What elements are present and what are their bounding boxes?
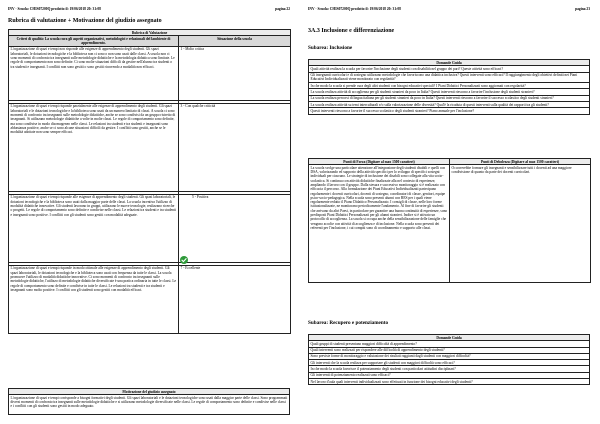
section-title: 3A.3 Inclusione e differenziazione bbox=[308, 28, 395, 34]
guide-questions-title: Domande Guida bbox=[309, 335, 590, 341]
guide-question: In che modo la scuola favorisce il potenziamento degli studenti con particolari attitudini disciplinari? bbox=[309, 366, 590, 372]
guide-questions-table bbox=[308, 59, 590, 115]
right-page bbox=[300, 0, 600, 424]
page-number: pagina 22 bbox=[275, 7, 290, 11]
guide-question: La scuola realizza attività di accoglienza per gli studenti stranieri da poco in Italia? Questi interventi riescono a favorire l'inclusione degli studenti stranieri? bbox=[309, 89, 590, 95]
rubric-row-description: L'organizzazione di spazi e tempi non risponde alle esigenze di apprendimento degli studenti. Gli spazi laboratoriali, le dotazioni tecnologiche e la biblioteca non ci sono o non sono usati dalle classi. A scuola non ci sono momenti di confronto tra insegnanti sulle metodologie didattiche e la metodologia didattica sono limitate. Le regole di comportamento non sono definite. Ci sono molte situazioni difficili da gestire nell'alunno tra studenti o tra studenti e insegnanti. I conflitti non sono gestiti o sono gestiti ricorrendo a modalità non efficaci. bbox=[9, 46, 179, 100]
section-title: Rubrica di valutazione + Motivazione del giudizio assegnato bbox=[8, 18, 162, 24]
guide-questions-title: Domande Guida bbox=[309, 60, 590, 66]
rubric-table-title: Rubrica di Valutazione bbox=[9, 30, 291, 36]
rubric-row-level: 1 - Molto critica bbox=[179, 46, 291, 100]
guide-question: Gli interventi che la scuola realizza per supportare gli studenti con maggiori difficoltà sono efficaci? bbox=[309, 360, 590, 366]
school-situation-header: Situazione della scuola bbox=[179, 36, 291, 47]
rubric-row-level: 7 - Eccellente bbox=[179, 265, 291, 333]
header-text: INV - Scuola: CHIS07200Q prodotto il: 19/06/2018 20: 31:08 bbox=[8, 7, 101, 11]
header-text: INV - Scuola: CHIS07200Q prodotto il: 19/06/2018 20: 31:08 bbox=[308, 7, 401, 11]
guide-question: Quali attività realizza la scuola per favorire l'inclusione degli studenti con disabilità nel gruppo dei pari? Queste attività sono efficaci? bbox=[309, 66, 590, 72]
guide-question: Sono previste forme di monitoraggio e valutazione dei risultati raggiunti dagli studenti con maggiori difficoltà? bbox=[309, 353, 590, 359]
weaknesses-text: Occorrerebbe formare gli insegnanti e sensibilizzare tutti i docenti ad una maggiore condivisione di quanto da parte dei docenti curricolari. bbox=[450, 165, 591, 283]
guide-question: Questi interventi riescono a favorire il successo scolastico degli studenti stranieri? Piano annuale per l'inclusione? bbox=[309, 108, 590, 114]
checkmark-icon bbox=[180, 256, 188, 264]
motivation-text: L'organizzazione di spazi e tempi corrisponde a bisogni formativi degli studenti. Gli spazi laboratoriali e le dotazioni tecnologiche sono usati dalla maggior parte delle classi. Sono programmati diversi momenti di confronto tra insegnanti sulle metodologie didattiche e si utilizzano metodologie diversificate nelle classi. Le regole di comportamento sono definite e condivise nelle classi e i conflitti con gli studenti sono gestiti in modo adeguato. bbox=[9, 395, 290, 415]
rubric-row-description: L'organizzazione di spazi e tempi risponde parzialmente alle esigenze di apprendimento degli studenti. Gli spazi laboratoriali e le dotazioni tecnologiche e la biblioteca sono usati da un numero limitato di classi. A scuola ci sono momenti di confronto tra insegnanti sulle metodologie didattiche, anche se sono condivisi da un gruppo ristretto di insegnanti. Si utilizzano metodologie didattiche a volte in molte classi. Le regole di comportamento sono definite, ma sono condivise in modo disomogeneo nelle classi. Le relazioni tra studenti e tra studenti e insegnanti sono abbastanza positive, anche se ci sono alcune situazioni difficili da gestire. I conflitti sono gestiti, anche se le modalità adottate non sono sempre efficaci. bbox=[9, 103, 179, 191]
rubric-row-level: 3 - Con qualche criticità bbox=[179, 103, 291, 191]
rubric-table bbox=[8, 29, 291, 334]
guide-question: La scuola realizza percorsi di lingua italiana per gli studenti stranieri da poco in Italia? Questi interventi riescono a favorire il successo scolastico degli studenti stranieri? bbox=[309, 95, 590, 101]
guide-question: La scuola realizza attività su temi interculturali e/o sulla valorizzazione delle diversità? Qual'è la ricaduta di questi interventi sulla qualità dei rapporti tra gli studenti? bbox=[309, 102, 590, 108]
page-number: pagina 23 bbox=[575, 7, 590, 11]
guide-question: Gli insegnanti curricolari e di sostegno utilizzano metodologie che favoriscono una didattica inclusiva? Questi interventi sono efficaci? Il raggiungimento degli obiettivi definiti nei Piani Educativi Individualizzati viene monitorato con regolarità? bbox=[309, 72, 590, 83]
guide-question: Quali interventi sono realizzati per rispondere alle difficoltà di apprendimento degli studenti? bbox=[309, 347, 590, 353]
motivation-table bbox=[8, 388, 290, 415]
strengths-title: Punti di Forza (Digitare al max 1500 caratteri) bbox=[309, 159, 450, 165]
guide-question: In che modo la scuola si prende cura degli altri studenti con bisogni educativi speciali? I Piani Didattici Personalizzati sono aggiornati con regolarità? bbox=[309, 83, 590, 89]
rubric-row-level: 5 - Positiva bbox=[179, 194, 291, 262]
rubric-row-description: L'organizzazione di spazi e tempi risponde in modo ottimale alle esigenze di apprendimento degli studenti. Gli spazi laboratoriali, le dotazioni tecnologiche e la biblioteca sono usati con frequenza da tutte le classi. La scuola promuove l'utilizzo di modalità didattiche innovative. Ci sono momenti di confronto tra insegnanti sulle metodologie didattiche, l'utilizzo di metodologie didattiche diversificate è una pratica ordinaria in tutte le classi. Le regole di comportamento sono definite e condivise in tutte le classi. Le relazioni tra studenti e tra studenti e insegnanti sono molto positive. I conflitti con gli studenti sono gestiti con modalità efficaci. bbox=[9, 265, 179, 333]
page-header bbox=[308, 7, 590, 11]
guide-questions-table bbox=[308, 334, 590, 385]
strengths-weaknesses-table bbox=[308, 158, 591, 283]
motivation-title: Motivazione del giudizio assegnato bbox=[9, 389, 290, 395]
guide-question: Gli interventi di potenziamento realizzati sono efficaci? bbox=[309, 372, 590, 378]
guide-question: Nel lavoro d'aula quali interventi individualizzati sono effettuati in funzione dei bisogni educativi degli studenti? bbox=[309, 379, 590, 385]
guide-question: Quali gruppi di studenti presentano maggiori difficoltà di apprendimento? bbox=[309, 341, 590, 347]
quality-criteria-header: Criteri di qualità: La scuola cura gli aspetti organizzativi, metodologici e relazionali del lambiente di apprendimento. bbox=[9, 36, 179, 47]
subarea-title: Subarea: Inclusione bbox=[308, 45, 353, 51]
subarea-title: Subarea: Recupero e potenziamento bbox=[308, 320, 389, 326]
weaknesses-title: Punti di Debolezza (Digitare al max 1500 caratteri) bbox=[450, 159, 591, 165]
strengths-text: La scuola svolge una particolare attenzione all'integrazione degli studenti disabili e quelli con DSA, valorizzando ed supporto della attività specifici per lo sviluppo di specifici sostegni individuali per ciascuno. Le strategie di inclusione dei disabili sono collegate alla vita socio-scolastica. Si continua con attività didattiche finalizzate alla nel contesto di esperienze, ampliando il lavoro con il gruppo. Dalla stesura e successivo monitoraggio si è realizzato con efficacia il percorso. Alla formulazione dei Piani Educativi Individualizzati partecipano regolarmente i docenti curricolari, docenti di sostegno, coordinatori di classe, genitori, equipe psico-socio-pedagogica. Nella scuola sono presenti alunni con BES per i quali viene regolarmente redatto il Piano Didattico Personalizzato. I consigli di classe, nelle loro forme istituzionalizzate, ne monitorano periodicamente l'andamento. Al fine di favorire gli studenti che arrivano da altri Paesi, in particolare per garantire una buona continuità di esperienze, sono predisposti Piani Didattici Personalizzati per gli alunni stranieri. Inoltre si è attivato un protocollo di accoglienza. La scuola si occupa anche della sensibilizzazione delle famiglie che vengono accolte con attività di accoglienza e di inclusione. Nella scuola sono presenti dei referenti per l'inclusione, i cui compiti sono di coordinamento e supporto alle classi. bbox=[309, 165, 450, 283]
page-header bbox=[8, 7, 290, 11]
rubric-row-description: L'organizzazione di spazi e tempi risponde alle esigenze di apprendimento degli studenti. Gli spazi laboratoriali, le dotazioni tecnologiche e la biblioteca sono usati dalla maggior parte delle classi. La scuola incentiva l'utilizzo di modalità didattiche innovative. Gli studenti lavorano in gruppi, utilizzano le nuove tecnologie, realizzano ricerche o progetti. Le regole di comportamento sono definite e condivise nelle classi. Le relazioni tra studenti e tra studenti e insegnanti sono positive. I conflitti con gli studenti sono gestiti con modalità adeguate. bbox=[9, 194, 179, 262]
